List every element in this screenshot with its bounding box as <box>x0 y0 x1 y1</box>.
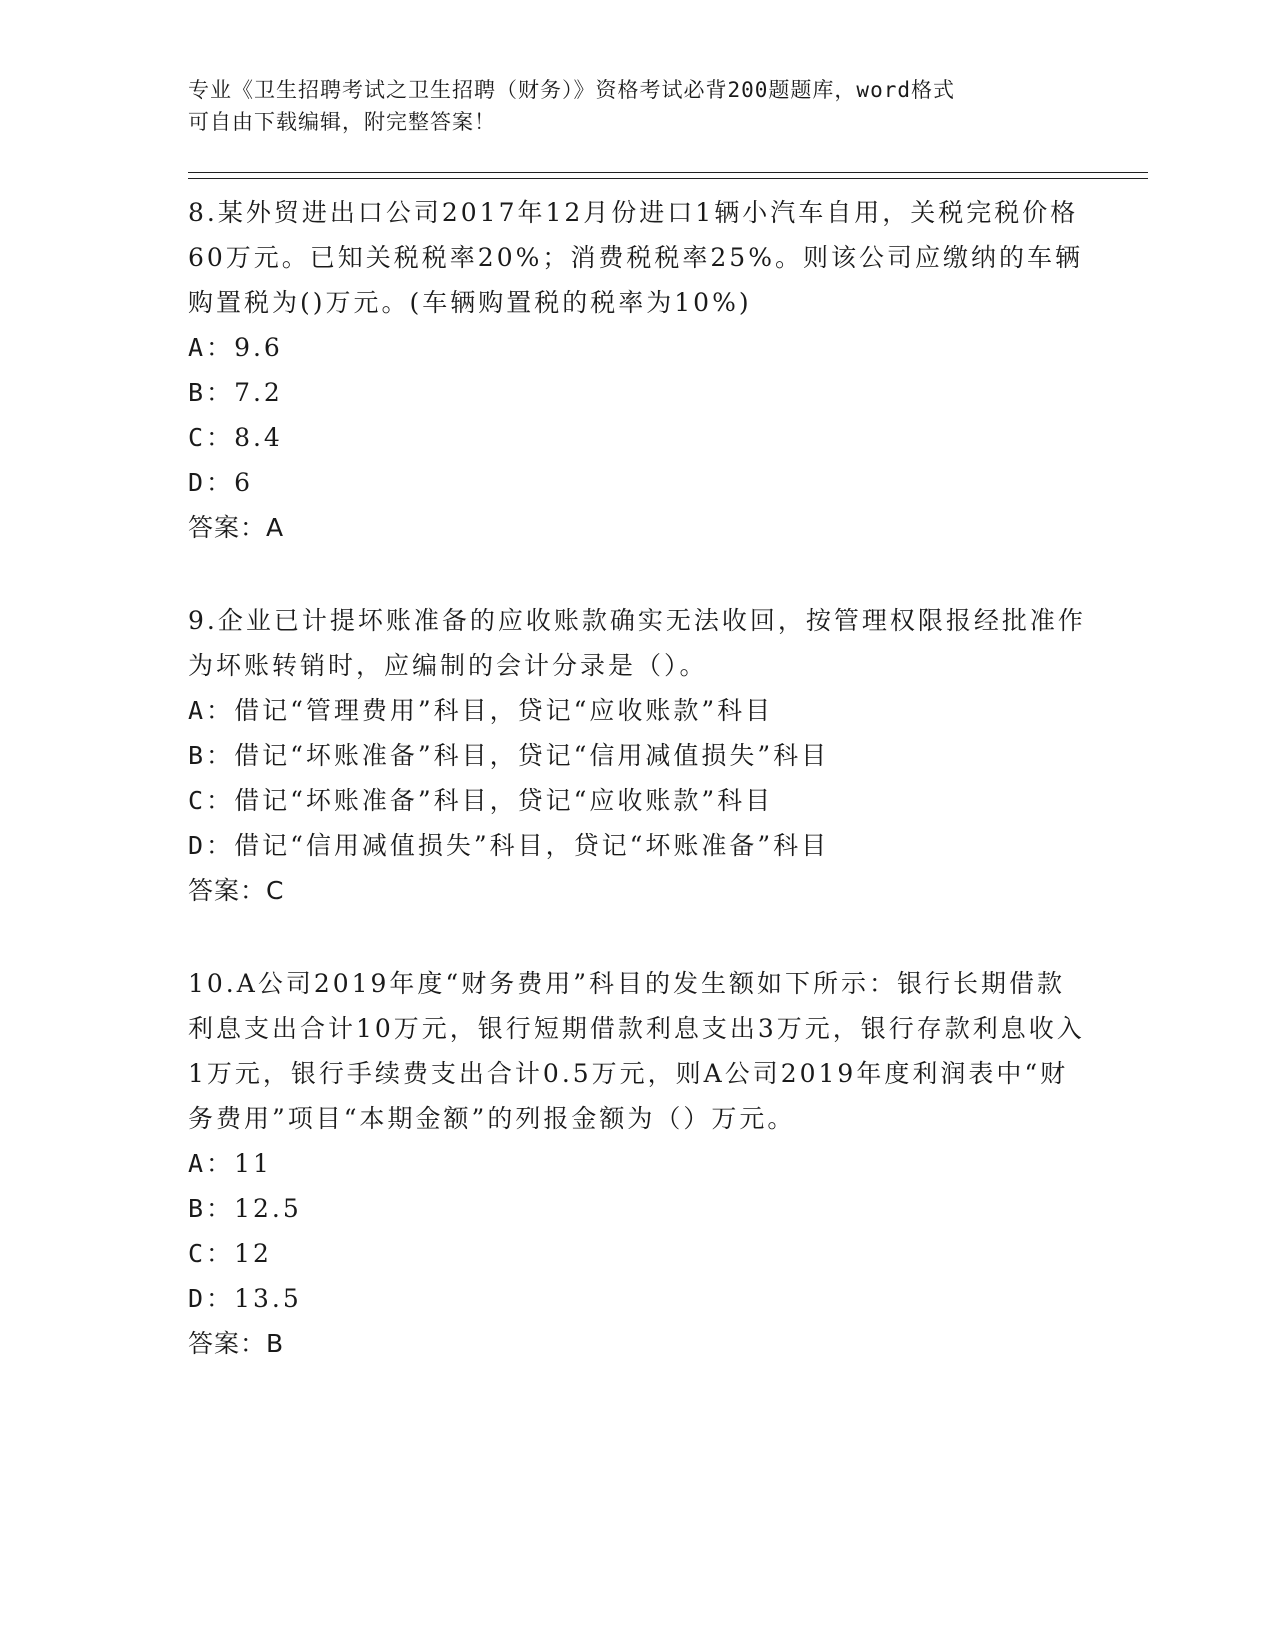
option-c <box>188 1231 1088 1276</box>
answer-line: 答案：B <box>188 1329 285 1358</box>
answer-line: 答案：C <box>188 876 285 905</box>
option-letter: B： <box>188 1194 235 1223</box>
option-d <box>188 1276 1088 1321</box>
option-c <box>188 415 1088 460</box>
question-stem: 8.某外贸进出口公司2017年12月份进口1辆小汽车自用，关税完税价格60万元。已知关税税率20%；消费税税率25%。则该公司应缴纳的车辆购置税为()万元。(车辆购置税的税率为10%) <box>188 198 1083 317</box>
option-a <box>188 325 1088 370</box>
option-letter: C： <box>188 423 235 452</box>
option-d <box>188 460 1088 505</box>
question-10 <box>188 961 1088 1366</box>
option-text: 7.2 <box>234 378 283 407</box>
option-letter: C： <box>188 786 235 815</box>
header-line-1: 专业《卫生招聘考试之卫生招聘（财务）》资格考试必背200题题库，word格式 <box>188 78 955 102</box>
option-letter: B： <box>188 378 235 407</box>
question-list <box>188 190 1088 1414</box>
option-letter: C： <box>188 1239 235 1268</box>
document-header <box>188 74 1088 138</box>
option-c <box>188 778 1088 823</box>
answer-line: 答案：A <box>188 513 285 542</box>
option-d <box>188 823 1088 868</box>
option-letter: A： <box>188 696 235 725</box>
option-letter: A： <box>188 333 235 362</box>
question-9 <box>188 598 1088 913</box>
header-divider-top <box>188 172 1148 173</box>
option-text: 9.6 <box>234 333 283 362</box>
option-text: 借记“坏账准备”科目，贷记“应收账款”科目 <box>234 786 774 815</box>
option-text: 11 <box>234 1149 272 1178</box>
option-letter: D： <box>188 468 235 497</box>
option-text: 12.5 <box>234 1194 302 1223</box>
option-text: 13.5 <box>234 1284 302 1313</box>
option-text: 8.4 <box>234 423 283 452</box>
option-a <box>188 688 1088 733</box>
header-divider-bottom <box>188 178 1148 179</box>
option-text: 借记“管理费用”科目，贷记“应收账款”科目 <box>234 696 774 725</box>
option-letter: D： <box>188 1284 235 1313</box>
option-b <box>188 733 1088 778</box>
option-a <box>188 1141 1088 1186</box>
option-letter: B： <box>188 741 235 770</box>
option-text: 6 <box>234 468 253 497</box>
option-letter: D： <box>188 831 235 860</box>
option-letter: A： <box>188 1149 235 1178</box>
option-text: 借记“信用减值损失”科目，贷记“坏账准备”科目 <box>234 831 830 860</box>
question-8 <box>188 190 1088 550</box>
question-stem: 10.A公司2019年度“财务费用”科目的发生额如下所示：银行长期借款利息支出合计10万元，银行短期借款利息支出3万元，银行存款利息收入1万元，银行手续费支出合计0.5万元，则A公司2019年度利润表中“财务费用”项目“本期金额”的列报金额为（）万元。 <box>188 969 1085 1133</box>
option-b <box>188 1186 1088 1231</box>
option-text: 借记“坏账准备”科目，贷记“信用减值损失”科目 <box>234 741 830 770</box>
question-stem: 9.企业已计提坏账准备的应收账款确实无法收回，按管理权限报经批准作为坏账转销时，应编制的会计分录是（）。 <box>188 606 1086 680</box>
header-line-2: 可自由下载编辑，附完整答案！ <box>188 110 496 134</box>
option-b <box>188 370 1088 415</box>
option-text: 12 <box>234 1239 272 1268</box>
